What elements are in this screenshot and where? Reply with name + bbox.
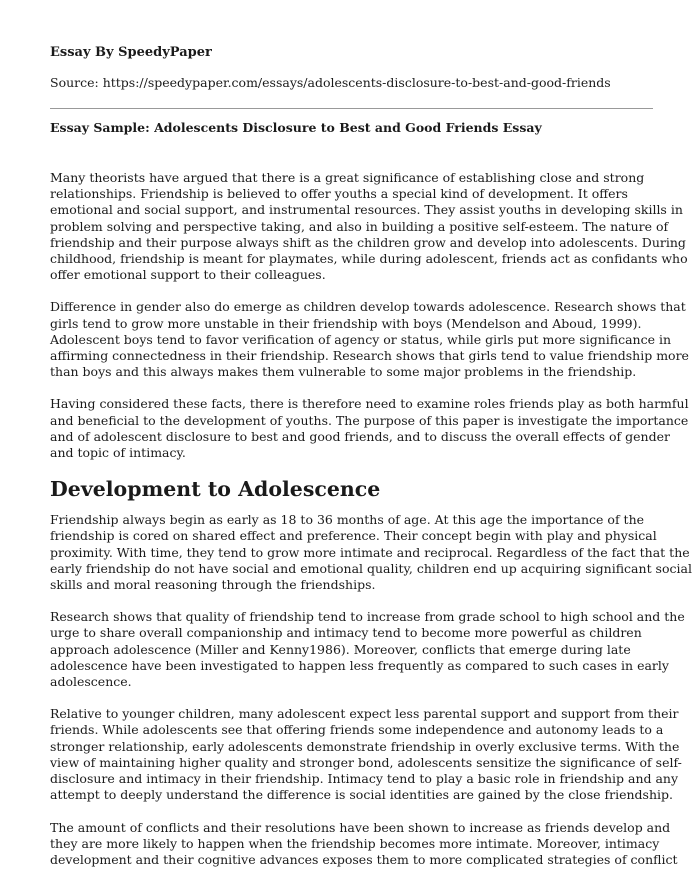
paragraph-line: skills and moral reasoning through the friendships. <box>50 577 376 593</box>
paragraph-line: relationships. Friendship is believed to offer youths a special kind of development. It offers <box>50 186 628 202</box>
paragraph-line: problem solving and perspective taking, and also in building a positive self-esteem. The nature of <box>50 218 669 234</box>
essay-title: Essay Sample: Adolescents Disclosure to Best and Good Friends Essay <box>50 120 542 135</box>
paragraph-line: Friendship always begin as early as 18 to 36 months of age. At this age the importance of the <box>50 512 645 528</box>
header-divider <box>50 108 653 109</box>
section-heading: Development to Adolescence <box>50 477 381 502</box>
paragraph-line: than boys and this always makes them vulnerable to some major problems in the friendship. <box>50 364 637 380</box>
paragraph-line: friendship and their purpose always shift as the children grow and develop into adolescents. During <box>50 234 686 250</box>
section-paragraph <box>50 706 682 803</box>
source-url-line: Source: https://speedypaper.com/essays/adolescents-disclosure-to-best-and-good-friends <box>50 75 611 90</box>
paragraph-line: and beneficial to the development of youths. The purpose of this paper is investigate the importance <box>50 412 689 428</box>
paragraph-line: adolescence have been investigated to happen less frequently as compared to such cases in early <box>50 657 669 673</box>
paragraph-line: and topic of intimacy. <box>50 445 186 461</box>
paragraph-line: stronger relationship, early adolescents demonstrate friendship in overly exclusive terms. With the <box>50 738 680 754</box>
paragraph-line: Adolescent boys tend to favor verification of agency or status, while girls put more significance in <box>50 331 672 347</box>
paragraph-line: friendship is cored on shared effect and preference. Their concept begin with play and physical <box>50 528 657 544</box>
section-paragraph <box>50 512 692 593</box>
paragraph-line: offer emotional support to their colleagues. <box>50 267 326 283</box>
document-header-title: Essay By SpeedyPaper <box>50 45 212 60</box>
paragraph-line: disclosure and intimacy in their friendship. Intimacy tend to play a basic role in friendship and any <box>50 771 679 787</box>
paragraph-line: Many theorists have argued that there is a great significance of establishing close and strong <box>50 170 645 185</box>
paragraph-line: approach adolescence (Miller and Kenny1986). Moreover, conflicts that emerge during late <box>50 641 631 657</box>
intro-paragraph <box>50 170 688 283</box>
paragraph-line: Difference in gender also do emerge as children develop towards adolescence. Research shows that <box>50 299 686 315</box>
paragraph-line: friends. While adolescents see that offering friends some independence and autonomy leads to a <box>50 722 664 738</box>
paragraph-line: Relative to younger children, many adolescent expect less parental support and support from their <box>50 706 679 722</box>
paragraph-line: childhood, friendship is meant for playmates, while during adolescent, friends act as confidants who <box>50 251 688 267</box>
section-paragraph <box>50 609 685 690</box>
paragraph-line: development and their cognitive advances exposes them to more complicated strategies of conflict <box>50 851 678 867</box>
paragraph-line: proximity. With time, they tend to grow more intimate and reciprocal. Regardless of the fact that the <box>50 544 690 560</box>
paragraph-line: early friendship do not have social and emotional quality, children end up acquiring significant social <box>50 560 692 576</box>
paragraph-line: they are more likely to happen when the friendship becomes more intimate. Moreover, intimacy <box>50 835 660 851</box>
paragraph-line: affirming connectedness in their friendship. Research shows that girls tend to value friendship more <box>50 348 689 364</box>
paragraph-line: The amount of conflicts and their resolutions have been shown to increase as friends develop and <box>50 819 671 835</box>
paragraph-line: adolescence. <box>50 674 132 690</box>
paragraph-line: attempt to deeply understand the difference is social identities are gained by the close friendship. <box>50 787 673 803</box>
paragraph-line: Having considered these facts, there is therefore need to examine roles friends play as both harmful <box>50 396 689 412</box>
paragraph-line: emotional and social support, and instrumental resources. They assist youths in developing skills in <box>50 202 683 218</box>
paragraph-line: and of adolescent disclosure to best and good friends, and to discuss the overall effects of gender <box>50 428 670 444</box>
essay-body <box>50 170 692 884</box>
paragraph-line: girls tend to grow more unstable in their friendship with boys (Mendelson and Aboud, 1999). <box>50 315 642 331</box>
intro-paragraph <box>50 396 689 461</box>
intro-paragraph <box>50 299 689 380</box>
paragraph-line: view of maintaining higher quality and stronger bond, adolescents sensitize the significance of self- <box>50 754 682 770</box>
section-paragraph <box>50 819 678 869</box>
paragraph-line: Research shows that quality of friendship tend to increase from grade school to high school and the <box>50 609 685 625</box>
paragraph-line: urge to share overall companionship and intimacy tend to become more powerful as children <box>50 625 642 641</box>
